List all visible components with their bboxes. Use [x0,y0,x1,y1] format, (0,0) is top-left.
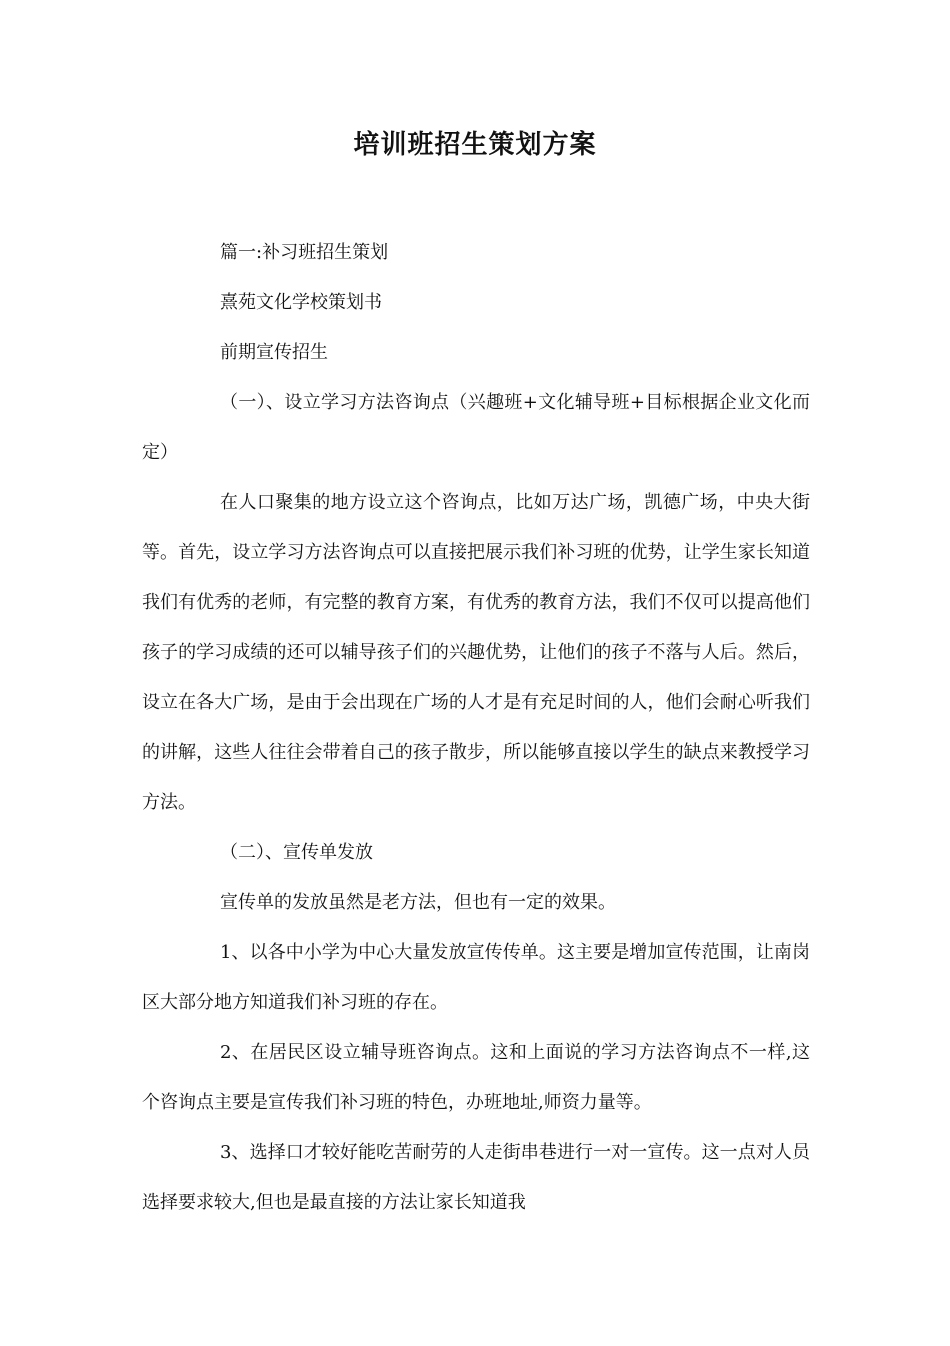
paragraph-item-1: 1、以各中小学为中心大量发放宣传传单。这主要是增加宣传范围，让南岗区大部分地方知道我们补习班的存在。 [142,942,810,1013]
paragraph-item-2: 2、在居民区设立辅导班咨询点。这和上面说的学习方法咨询点不一样,这个咨询点主要是宣传我们补习班的特色，办班地址,师资力量等。 [142,1042,810,1113]
paragraph-item-3: 3、选择口才较好能吃苦耐劳的人走街串巷进行一对一宣传。这一点对人员选择要求较大,但也是最直接的方法让家长知道我 [142,1142,810,1213]
paragraph-subheading-2: （二）、宣传单发放 [220,842,373,863]
paragraph-phase-heading: 前期宣传招生 [220,342,328,363]
paragraph-flyers-intro: 宣传单的发放虽然是老方法，但也有一定的效果。 [220,892,616,913]
paragraph-consult-point: 在人口聚集的地方设立这个咨询点，比如万达广场，凯德广场，中央大街等。首先，设立学习方法咨询点可以直接把展示我们补习班的优势，让学生家长知道我们有优秀的老师，有完整的教育方案，有优秀的教育方法，我们不仅可以提高他们孩子的学习成绩的还可以辅导孩子们的兴趣优势，让他们的孩子不落与人后。然后，设立在各大广场，是由于会出现在广场的人才是有充足时间的人，他们会耐心听我们的讲解，这些人往往会带着自己的孩子散步，所以能够直接以学生的缺点来教授学习方法。 [142,492,810,813]
paragraph-school-name: 熹苑文化学校策划书 [220,292,382,313]
paragraph-section-heading: 篇一:补习班招生策划 [220,242,389,263]
document-title: 培训班招生策划方案 [353,130,597,160]
paragraph-subheading-1: （一）、设立学习方法咨询点（兴趣班+文化辅导班+目标根据企业文化而定） [142,392,810,463]
document-body [142,228,810,1228]
